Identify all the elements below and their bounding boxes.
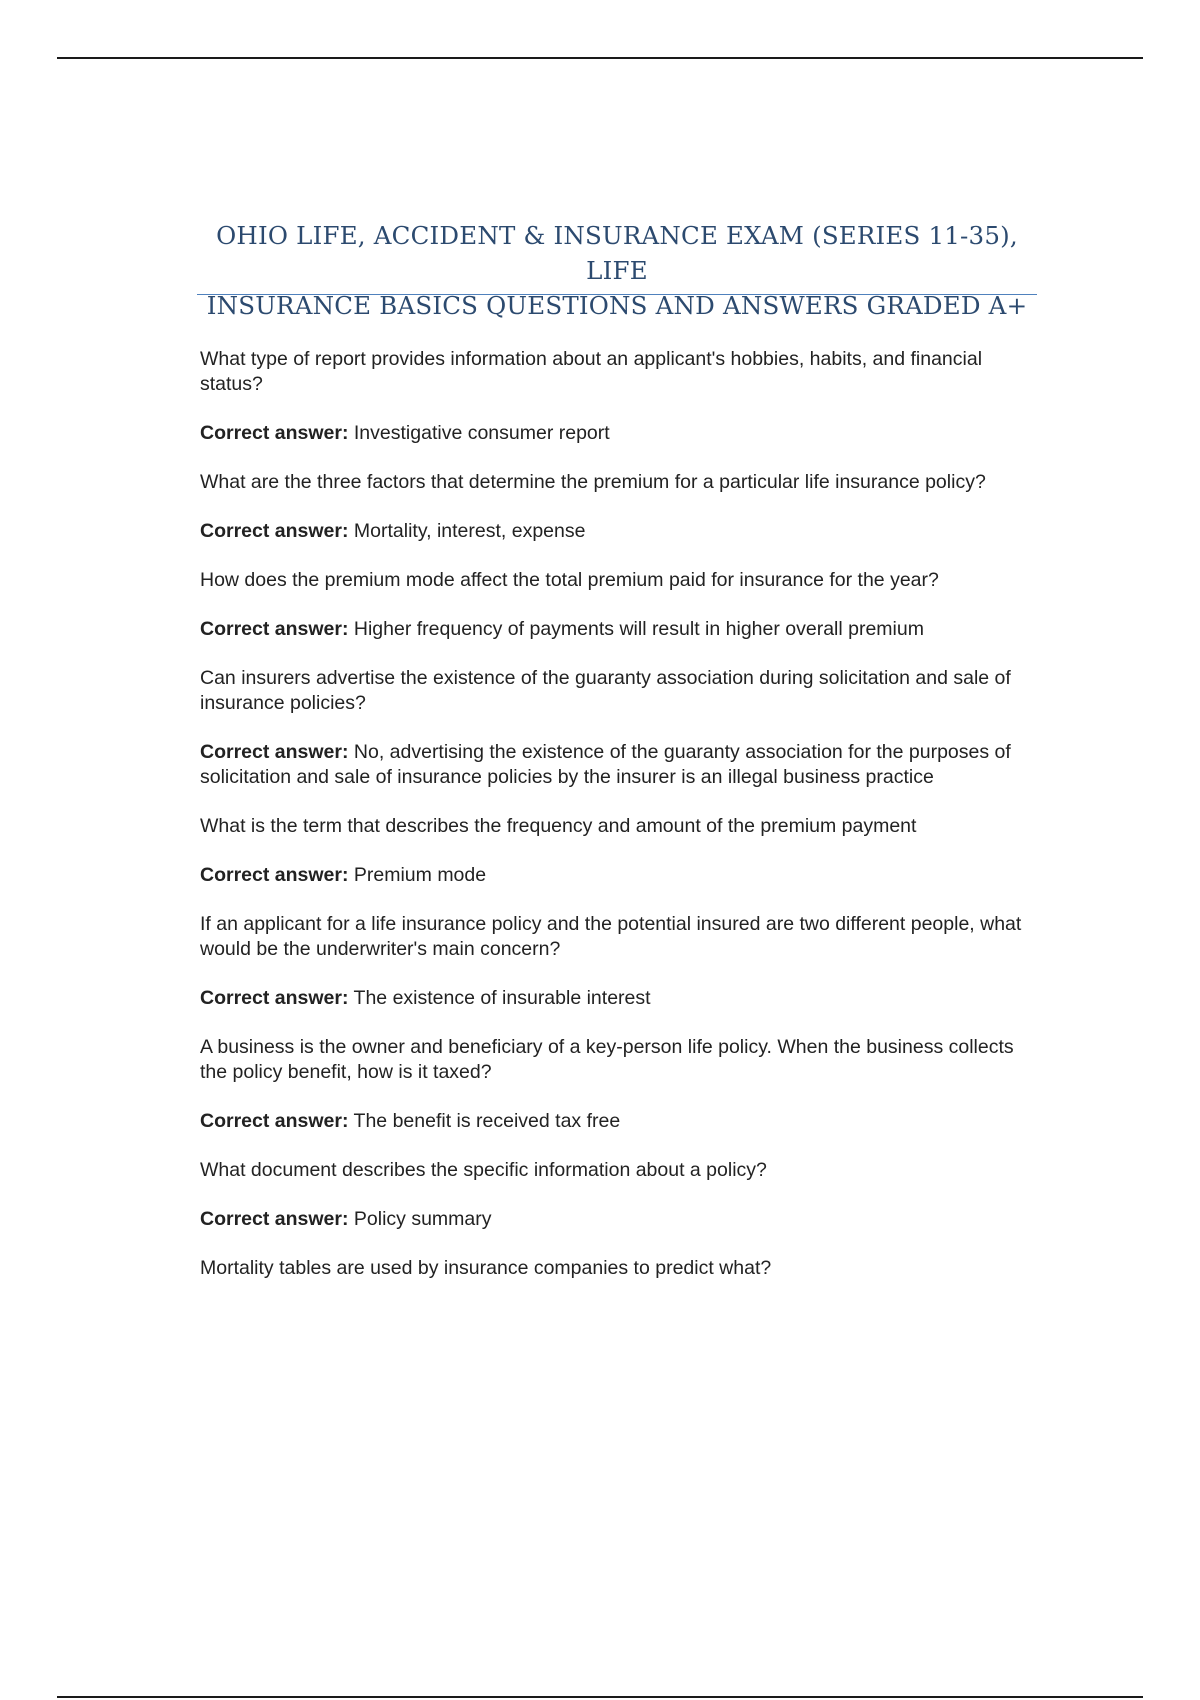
- answer-paragraph: [200, 421, 1030, 446]
- question-paragraph: If an applicant for a life insurance policy and the potential insured are two different people, what would be the underwriter's main concern?: [200, 913, 1022, 960]
- answer-text: Mortality, interest, expense: [353, 520, 586, 542]
- question-paragraph: Mortality tables are used by insurance companies to predict what?: [200, 1257, 772, 1279]
- answer-paragraph: [200, 740, 1030, 790]
- question-paragraph: What are the three factors that determine the premium for a particular life insurance policy?: [200, 471, 986, 493]
- correct-answer-label: Correct answer:: [200, 618, 349, 640]
- answer-text: Premium mode: [353, 864, 487, 886]
- correct-answer-label: Correct answer:: [200, 741, 349, 763]
- answer-text: Investigative consumer report: [353, 422, 610, 444]
- question-paragraph: A business is the owner and beneficiary of a key-person life policy. When the business collects the policy benefit, how is it taxed?: [200, 1036, 1014, 1083]
- correct-answer-label: Correct answer:: [200, 1110, 349, 1132]
- correct-answer-label: Correct answer:: [200, 520, 349, 542]
- correct-answer-label: Correct answer:: [200, 864, 349, 886]
- answer-paragraph: [200, 617, 1030, 642]
- answer-paragraph: [200, 1109, 1030, 1134]
- title-line-1: OHIO LIFE, ACCIDENT & INSURANCE EXAM (SERIES 11-35), LIFE: [216, 221, 1018, 285]
- question-paragraph: How does the premium mode affect the total premium paid for insurance for the year?: [200, 569, 939, 591]
- correct-answer-label: Correct answer:: [200, 1208, 349, 1230]
- answer-paragraph: [200, 986, 1030, 1011]
- qa-list: [200, 347, 1030, 1305]
- document-title: [197, 218, 1037, 323]
- correct-answer-label: Correct answer:: [200, 422, 349, 444]
- answer-text: Policy summary: [353, 1208, 492, 1230]
- question-paragraph: Can insurers advertise the existence of the guaranty association during solicitation and sale of insurance policies?: [200, 667, 1011, 714]
- question-paragraph: What type of report provides information about an applicant's hobbies, habits, and financial status?: [200, 348, 983, 395]
- top-page-rule: [57, 57, 1143, 59]
- answer-text: The existence of insurable interest: [353, 987, 651, 1009]
- bottom-page-rule: [57, 1696, 1143, 1698]
- title-line-2: INSURANCE BASICS QUESTIONS AND ANSWERS GRADED A+: [206, 291, 1028, 320]
- answer-text: Higher frequency of payments will result in higher overall premium: [353, 618, 924, 640]
- answer-paragraph: [200, 519, 1030, 544]
- question-paragraph: What document describes the specific information about a policy?: [200, 1159, 767, 1181]
- question-paragraph: What is the term that describes the frequency and amount of the premium payment: [200, 815, 917, 837]
- title-underline: [197, 294, 1037, 295]
- answer-text: No, advertising the existence of the guaranty association for the purposes of solicitation and sale of insurance policies by the insurer is an illegal business practice: [200, 741, 1011, 788]
- answer-paragraph: [200, 1207, 1030, 1232]
- answer-paragraph: [200, 863, 1030, 888]
- answer-text: The benefit is received tax free: [353, 1110, 621, 1132]
- correct-answer-label: Correct answer:: [200, 987, 349, 1009]
